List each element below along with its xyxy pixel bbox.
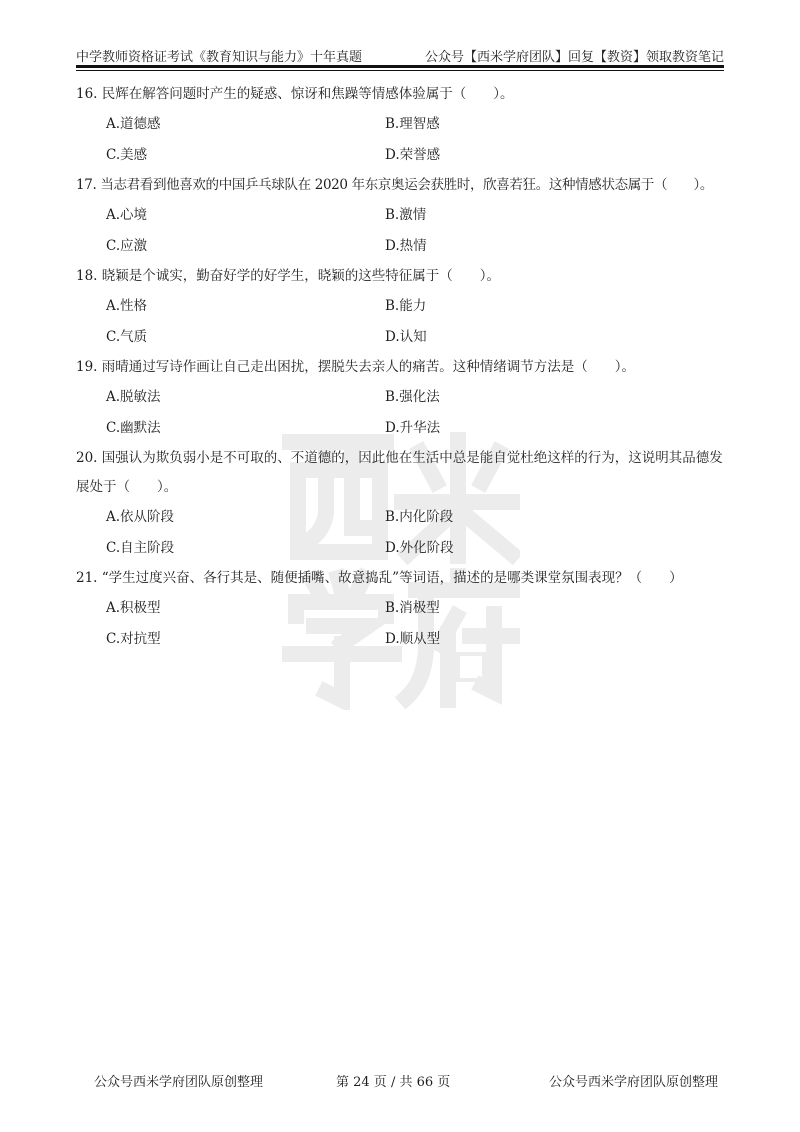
- option-row: [76, 533, 726, 564]
- header-rule-thin: [76, 70, 724, 71]
- option-c: C.对抗型: [106, 631, 161, 647]
- option-row: [76, 231, 726, 262]
- option-d: D.外化阶段: [385, 540, 454, 556]
- option-c: C.应激: [106, 238, 148, 254]
- question-stem: 18. 晓颖是个诚实，勤奋好学的好学生，晓颖的这些特征属于（ ）。: [76, 268, 501, 284]
- option-c: C.自主阶段: [106, 540, 175, 556]
- header-left-text: 中学教师资格证考试《教育知识与能力》十年真题: [76, 50, 363, 65]
- option-d: D.升华法: [385, 420, 441, 436]
- question-stem: 16. 民辉在解答问题时产生的疑惑、惊讶和焦躁等情感体验属于（ ）。: [76, 86, 514, 102]
- option-d: D.荣誉感: [385, 147, 441, 163]
- question-16: [76, 80, 726, 171]
- option-row: [76, 624, 726, 655]
- option-a: A.依从阶段: [106, 509, 175, 525]
- question-20: [76, 444, 726, 564]
- footer-right-text: 公众号西米学府团队原创整理: [549, 1075, 719, 1090]
- option-a: A.道德感: [106, 116, 161, 132]
- option-a: A.性格: [106, 298, 148, 314]
- option-a: A.积极型: [106, 600, 161, 616]
- option-b: B.内化阶段: [385, 509, 454, 525]
- option-d: D.认知: [385, 329, 427, 345]
- option-row: [76, 502, 726, 533]
- option-row: [76, 200, 726, 231]
- option-c: C.美感: [106, 147, 148, 163]
- question-19: [76, 353, 726, 444]
- option-b: B.理智感: [385, 116, 440, 132]
- question-17: [76, 171, 726, 262]
- option-row: [76, 291, 726, 322]
- question-stem: 19. 雨晴通过写诗作画让自己走出困扰，摆脱失去亲人的痛苦。这种情绪调节方法是（ ）。: [76, 359, 636, 375]
- option-d: D.顺从型: [385, 631, 441, 647]
- option-row: [76, 322, 726, 353]
- question-stem: 20. 国强认为欺负弱小是不可取的、不道德的，因此他在生活中总是能自觉杜绝这样的行为，这说明其品德发展处于（ ）。: [76, 450, 723, 495]
- option-a: A.心境: [106, 207, 148, 223]
- option-b: B.能力: [385, 298, 427, 314]
- option-c: C.幽默法: [106, 420, 161, 436]
- option-a: A.脱敏法: [106, 389, 161, 405]
- option-b: B.激情: [385, 207, 427, 223]
- question-18: [76, 262, 726, 353]
- header-rule-thick: [76, 65, 724, 68]
- question-stem: 21. “学生过度兴奋、各行其是、随便插嘴、故意捣乱”等词语，描述的是哪类课堂氛围表现？（ ）: [76, 570, 683, 586]
- option-c: C.气质: [106, 329, 148, 345]
- option-b: B.强化法: [385, 389, 440, 405]
- page-number: 第 24 页 / 共 66 页: [336, 1075, 451, 1090]
- page-footer: [0, 1071, 800, 1091]
- option-d: D.热情: [385, 238, 427, 254]
- page-header: [76, 46, 724, 66]
- footer-left-text: 公众号西米学府团队原创整理: [94, 1075, 264, 1090]
- option-row: [76, 109, 726, 140]
- question-stem: 17. 当志君看到他喜欢的中国乒乓球队在 2020 年东京奥运会获胜时，欣喜若狂。这种情感状态属于（ ）。: [76, 177, 714, 193]
- option-row: [76, 413, 726, 444]
- option-row: [76, 140, 726, 171]
- option-b: B.消极型: [385, 600, 440, 616]
- option-row: [76, 382, 726, 413]
- question-21: [76, 564, 726, 655]
- option-row: [76, 593, 726, 624]
- question-list: [76, 80, 726, 655]
- header-right-text: 公众号【西米学府团队】回复【教资】领取教资笔记: [424, 50, 724, 65]
